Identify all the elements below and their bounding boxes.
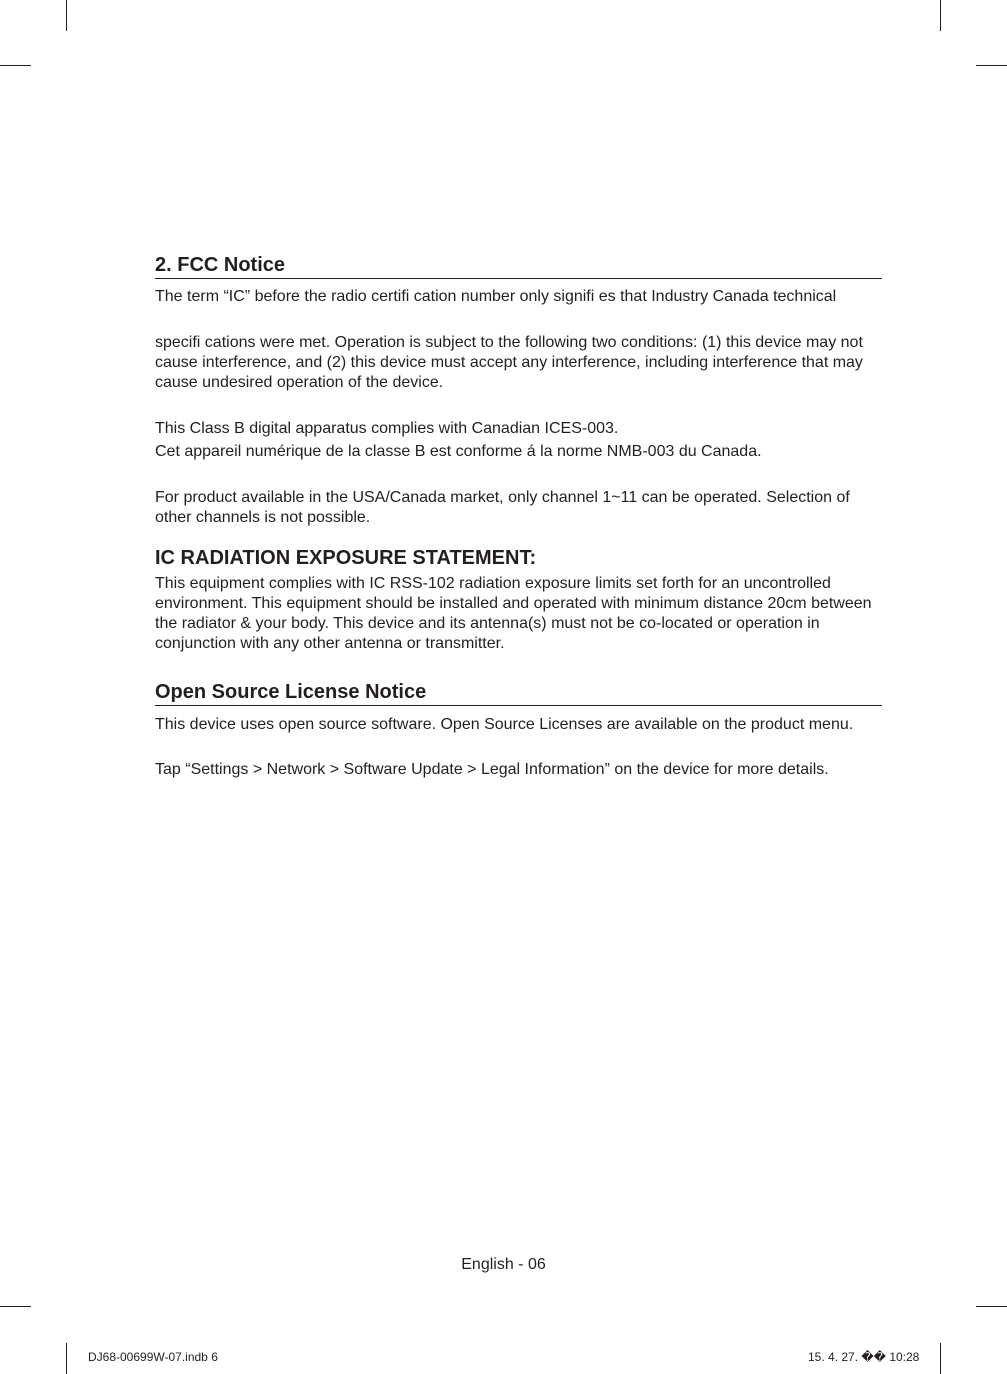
ic-radiation-heading: IC RADIATION EXPOSURE STATEMENT: (155, 547, 537, 569)
fcc-notice-heading: 2. FCC Notice (155, 253, 882, 279)
page-number: English - 06 (461, 1256, 546, 1273)
document-body (155, 253, 882, 780)
ic-paragraph-1: This equipment complies with IC RSS-102 radiation exposure limits set forth for an uncontrolled environment. This equipment should be installed and operated with minimum distance 20cm between the radiator & your body. This device and its antenna(s) must not be co-located or operation in conjunction with any other antenna or transmitter. (155, 575, 872, 652)
fcc-paragraph-3: This Class B digital apparatus complies with Canadian ICES-003. (155, 420, 619, 437)
fcc-paragraph-4: Cet appareil numérique de la classe B est conforme á la norme NMB-003 du Canada. (155, 443, 762, 460)
oss-paragraph-1: This device uses open source software. Open Source Licenses are available on the product menu. (155, 716, 854, 733)
crop-mark-top-right-vertical (940, 0, 941, 31)
crop-mark-top-left-vertical (66, 0, 67, 31)
print-slug-timestamp: 15. 4. 27. �� 10:28 (808, 1350, 920, 1364)
crop-mark-top-right-horizontal (976, 65, 1007, 66)
fcc-paragraph-1: The term “IC” before the radio certifi cation number only signifi es that Industry Canada technical (155, 288, 837, 305)
fcc-paragraph-2: specifi cations were met. Operation is subject to the following two conditions: (1) this device may not cause interference, and (2) this device must accept any interference, including interference that may cause undesired operation of the device. (155, 334, 863, 391)
fcc-paragraph-5: For product available in the USA/Canada market, only channel 1~11 can be operated. Selection of other channels is not possible. (155, 489, 850, 526)
crop-mark-bottom-right-horizontal (976, 1306, 1007, 1307)
oss-paragraph-2: Tap “Settings > Network > Software Update > Legal Information” on the device for more details. (155, 761, 829, 778)
print-slug-filename: DJ68-00699W-07.indb 6 (88, 1350, 218, 1364)
crop-mark-top-left-horizontal (0, 65, 31, 66)
crop-mark-bottom-right-vertical (940, 1343, 941, 1374)
open-source-heading: Open Source License Notice (155, 680, 882, 706)
crop-mark-bottom-left-horizontal (0, 1306, 31, 1307)
crop-mark-bottom-left-vertical (66, 1343, 67, 1374)
